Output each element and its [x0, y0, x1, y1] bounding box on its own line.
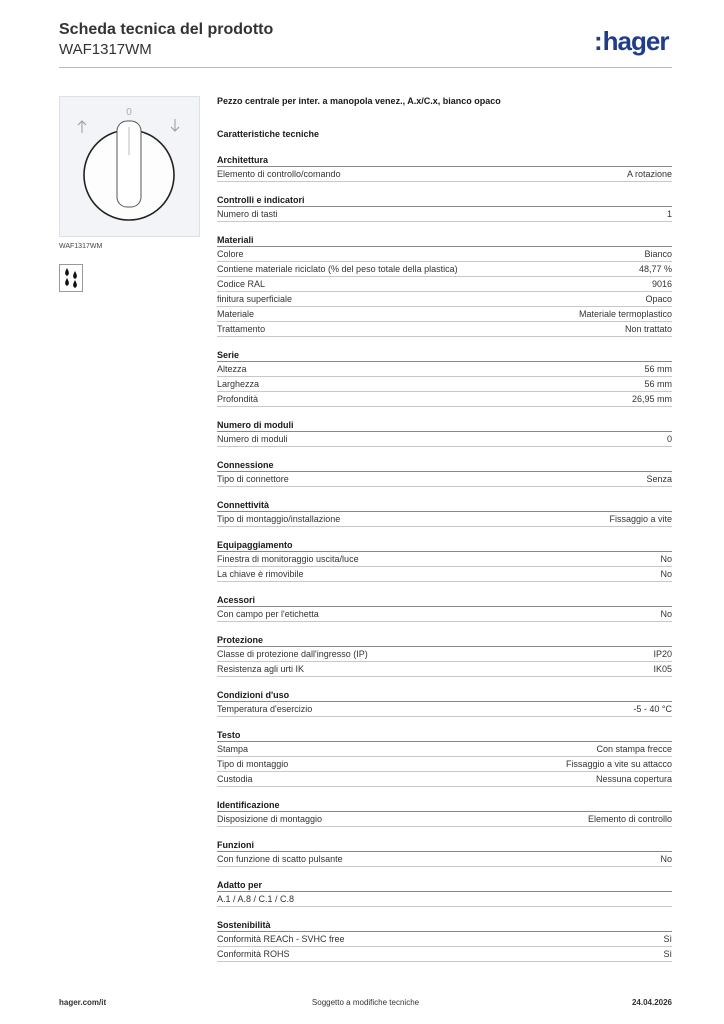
spec-value: 1	[666, 209, 672, 219]
spec-row	[217, 247, 672, 262]
section-title: Equipaggiamento	[217, 539, 672, 552]
section-title: Funzioni	[217, 839, 672, 852]
spec-label: Tipo di montaggio/installazione	[217, 514, 341, 524]
spec-value: 26,95 mm	[631, 394, 672, 404]
spec-label: Stampa	[217, 744, 249, 754]
section-title: Architettura	[217, 154, 672, 167]
product-code: WAF1317WM	[59, 41, 152, 58]
footer-date: 24.04.2026	[631, 998, 672, 1007]
spec-section	[217, 729, 672, 787]
spec-value: Materiale termoplastico	[578, 309, 672, 319]
spec-row	[217, 742, 672, 757]
spec-label: Colore	[217, 249, 244, 259]
spec-row	[217, 207, 672, 222]
section-title: Numero di moduli	[217, 419, 672, 432]
spec-label: finitura superficiale	[217, 294, 293, 304]
spec-value: A rotazione	[626, 169, 672, 179]
spec-section	[217, 594, 672, 622]
spec-value: No	[660, 554, 672, 564]
spec-label: Temperatura d'esercizio	[217, 704, 313, 714]
spec-row	[217, 322, 672, 337]
spec-row	[217, 262, 672, 277]
spec-value: Sì	[663, 934, 672, 944]
product-image	[59, 96, 200, 237]
spec-label: A.1 / A.8 / C.1 / C.8	[217, 894, 295, 904]
spec-label: Materiale	[217, 309, 255, 319]
spec-section	[217, 194, 672, 222]
spec-label: La chiave è rimovibile	[217, 569, 304, 579]
page-header	[59, 20, 273, 59]
spec-value: 0	[666, 434, 672, 444]
spec-row	[217, 277, 672, 292]
section-title: Adatto per	[217, 879, 672, 892]
spec-value: Opaco	[645, 294, 672, 304]
spec-row	[217, 607, 672, 622]
spec-section	[217, 499, 672, 527]
page-title: Scheda tecnica del prodotto	[59, 21, 274, 38]
spec-value: Nessuna copertura	[595, 774, 672, 784]
spec-section	[217, 539, 672, 582]
spec-section	[217, 839, 672, 867]
section-title: Materiali	[217, 234, 672, 247]
spec-section	[217, 349, 672, 407]
spec-value: Sì	[663, 949, 672, 959]
spec-row	[217, 552, 672, 567]
spec-label: Disposizione di montaggio	[217, 814, 323, 824]
spec-section	[217, 879, 672, 907]
spec-row	[217, 432, 672, 447]
spec-value: No	[660, 609, 672, 619]
spec-section	[217, 459, 672, 487]
section-title: Connessione	[217, 459, 672, 472]
spec-row	[217, 567, 672, 582]
spec-value: IK05	[653, 664, 672, 674]
spec-value: 56 mm	[644, 379, 672, 389]
spec-row	[217, 772, 672, 787]
spec-label: Larghezza	[217, 379, 260, 389]
section-title: Connettività	[217, 499, 672, 512]
spec-label: Con campo per l'etichetta	[217, 609, 319, 619]
spec-row	[217, 757, 672, 772]
spec-label: Codice RAL	[217, 279, 266, 289]
spec-section	[217, 689, 672, 717]
spec-row	[217, 167, 672, 182]
footer-website: hager.com/it	[59, 998, 107, 1007]
section-title: Acessori	[217, 594, 672, 607]
logo-mark: :	[594, 25, 602, 56]
spec-label: Contiene materiale riciclato (% del peso totale della plastica)	[217, 264, 458, 274]
logo-text: hager	[602, 25, 669, 56]
section-title: Controlli e indicatori	[217, 194, 672, 207]
spec-label: Conformità ROHS	[217, 949, 290, 959]
header-divider	[59, 67, 672, 68]
spec-label: Classe di protezione dall'ingresso (IP)	[217, 649, 368, 659]
section-title: Sostenibilità	[217, 919, 672, 932]
spec-value: 56 mm	[644, 364, 672, 374]
knob-switch-icon	[60, 97, 199, 236]
spec-section	[217, 419, 672, 447]
spec-value: 9016	[651, 279, 672, 289]
spec-row	[217, 512, 672, 527]
spec-row	[217, 292, 672, 307]
spec-row	[217, 472, 672, 487]
spec-row	[217, 702, 672, 717]
spec-section	[217, 634, 672, 677]
section-title: Condizioni d'uso	[217, 689, 672, 702]
spec-row	[217, 307, 672, 322]
spec-row	[217, 852, 672, 867]
water-drops-icon	[59, 264, 83, 292]
spec-value: 48,77 %	[638, 264, 672, 274]
spec-section	[217, 154, 672, 182]
spec-value: Fissaggio a vite su attacco	[565, 759, 672, 769]
spec-subtitle: Caratteristiche tecniche	[217, 129, 320, 139]
spec-label: Custodia	[217, 774, 253, 784]
spec-sections	[217, 154, 672, 962]
spec-label: Tipo di connettore	[217, 474, 289, 484]
product-description: Pezzo centrale per inter. a manopola venez., A.x/C.x, bianco opaco	[217, 96, 501, 106]
footer-note: Soggetto a modifiche tecniche	[311, 998, 420, 1007]
spec-value: Fissaggio a vite	[609, 514, 672, 524]
spec-label: Trattamento	[217, 324, 266, 334]
image-caption: WAF1317WM	[59, 243, 103, 250]
spec-label: Tipo di montaggio	[217, 759, 289, 769]
section-title: Protezione	[217, 634, 672, 647]
spec-row	[217, 812, 672, 827]
spec-row	[217, 932, 672, 947]
spec-content	[217, 95, 672, 974]
spec-section	[217, 799, 672, 827]
spec-value: Senza	[646, 474, 672, 484]
spec-value: Bianco	[644, 249, 672, 259]
spec-value: Con stampa frecce	[596, 744, 672, 754]
spec-label: Profondità	[217, 394, 259, 404]
spec-row	[217, 947, 672, 962]
spec-label: Resistenza agli urti IK	[217, 664, 305, 674]
spec-value: No	[660, 569, 672, 579]
spec-row	[217, 377, 672, 392]
spec-label: Con funzione di scatto pulsante	[217, 854, 343, 864]
spec-label: Finestra di monitoraggio uscita/luce	[217, 554, 359, 564]
spec-label: Elemento di controllo/comando	[217, 169, 341, 179]
section-title: Serie	[217, 349, 672, 362]
spec-value: Non trattato	[624, 324, 672, 334]
spec-row	[217, 392, 672, 407]
spec-row	[217, 647, 672, 662]
section-title: Identificazione	[217, 799, 672, 812]
spec-row	[217, 362, 672, 377]
knob-label-zero: 0	[126, 107, 132, 118]
spec-value: -5 - 40 °C	[633, 704, 672, 714]
spec-value: No	[660, 854, 672, 864]
hager-logo	[594, 26, 668, 56]
spec-value: Elemento di controllo	[587, 814, 672, 824]
spec-label: Conformità REACh - SVHC free	[217, 934, 345, 944]
section-title: Testo	[217, 729, 672, 742]
spec-value: IP20	[653, 649, 672, 659]
spec-label: Numero di moduli	[217, 434, 288, 444]
spec-section	[217, 234, 672, 337]
spec-label: Numero di tasti	[217, 209, 278, 219]
spec-row	[217, 662, 672, 677]
spec-label: Altezza	[217, 364, 247, 374]
spec-row	[217, 892, 672, 907]
spec-section	[217, 919, 672, 962]
